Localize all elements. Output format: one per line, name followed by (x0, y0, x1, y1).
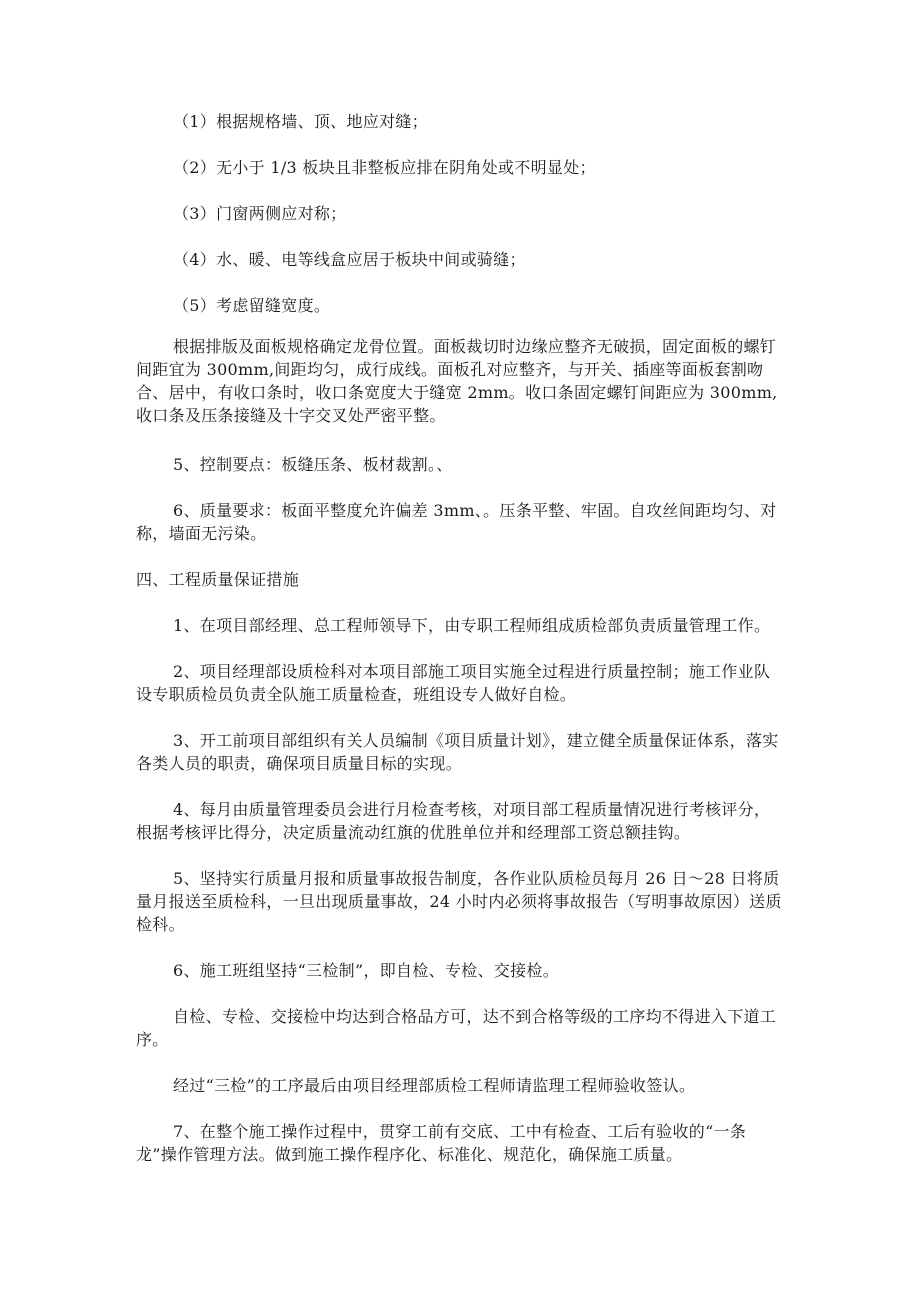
paragraph-panel-installation: 根据排版及面板规格确定龙骨位置。面板裁切时边缘应整齐无破损，固定面板的螺钉间距宜为 300mm,间距均匀，成行成线。面板孔对应整齐，与开关、插座等面板套割吻合、居中，有收口条时，收口条宽度大于缝宽 2mm。收口条固定螺钉间距应为 300mm,收口条及压条接缝及十字交叉处严密平整。 (136, 337, 778, 425)
paragraph-measure-7: 7、在整个施工操作过程中，贯穿工前有交底、工中有检查、工后有验收的“一条龙”操作管理方法。做到施工操作程序化、标准化、规范化，确保施工质量。 (136, 1122, 747, 1164)
paragraph-measure-2: 2、项目经理部设质检科对本项目部施工项目实施全过程进行质量控制；施工作业队设专职质检员负责全队施工质量检查，班组设专人做好自检。 (136, 662, 771, 704)
paragraph-self-inspection: 自检、专检、交接检中均达到合格品方可，达不到合格等级的工序均不得进入下道工序。 (136, 1007, 777, 1049)
section-heading-quality-assurance: 四、工程质量保证措施 (136, 570, 300, 589)
paragraph-measure-6: 6、施工班组坚持“三检制”，即自检、专检、交接检。 (173, 961, 560, 980)
list-item-1: （1）根据规格墙、顶、地应对缝； (173, 112, 428, 131)
paragraph-measure-1: 1、在项目部经理、总工程师领导下，由专职工程师组成质检部负责质量管理工作。 (173, 616, 771, 635)
list-item-2: （2）无小于 1/3 板块且非整板应排在阴角处或不明显处； (173, 158, 596, 177)
paragraph-quality-requirements: 6、质量要求：板面平整度允许偏差 3mm、。压条平整、牢固。自攻丝间距均匀、对称，墙面无污染。 (136, 501, 777, 543)
paragraph-measure-5: 5、坚持实行质量月报和质量事故报告制度，各作业队质检员每月 26 日～28 日将质量月报送至质检科，一旦出现质量事故，24 小时内必须将事故报告（写明事故原因）送质检科。 (136, 869, 782, 934)
list-item-3: （3）门窗两侧应对称； (173, 204, 347, 223)
list-item-4: （4）水、暖、电等线盒应居于板块中间或骑缝； (173, 250, 526, 269)
paragraph-measure-4: 4、每月由质量管理委员会进行月检查考核，对项目部工程质量情况进行考核评分，根据考核评比得分，决定质量流动红旗的优胜单位并和经理部工资总额挂钩。 (136, 800, 771, 842)
paragraph-three-checks: 经过“三检”的工序最后由项目经理部质检工程师请监理工程师验收签认。 (173, 1076, 696, 1095)
paragraph-control-points: 5、控制要点：板缝压条、板材裁割。、 (173, 455, 453, 474)
paragraph-measure-3: 3、开工前项目部组织有关人员编制《项目质量计划》，建立健全质量保证体系，落实各类人员的职责，确保项目质量目标的实现。 (136, 731, 779, 773)
list-item-5: （5）考虑留缝宽度。 (173, 296, 331, 315)
